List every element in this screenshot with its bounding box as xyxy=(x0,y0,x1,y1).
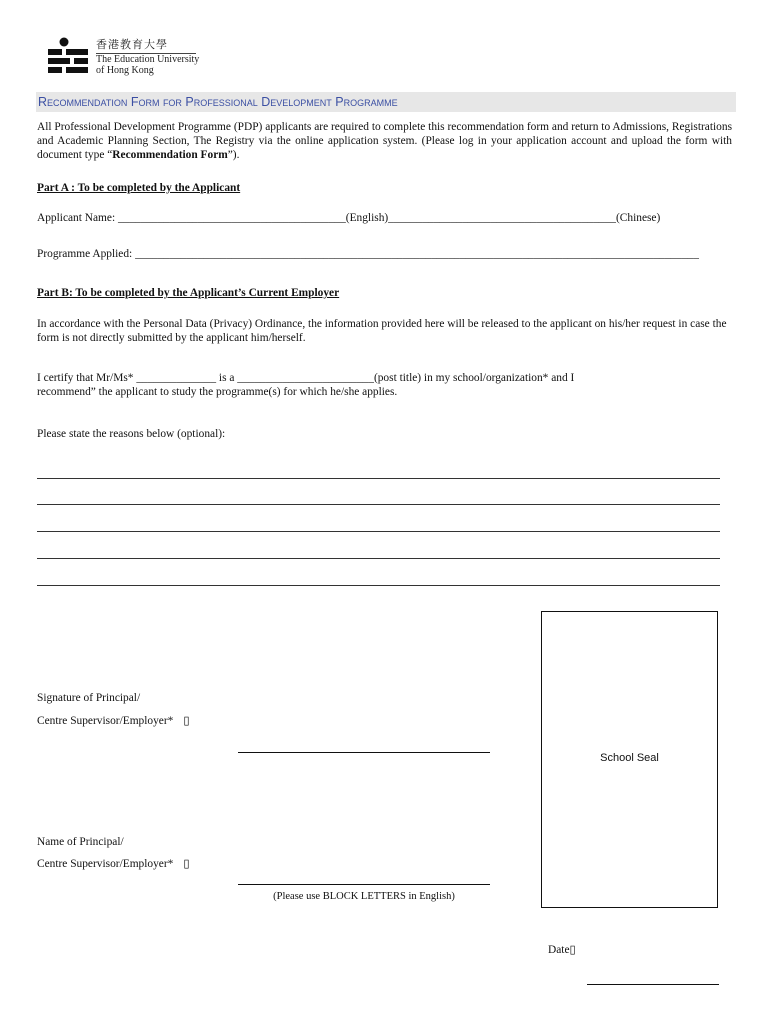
intro-paragraph xyxy=(37,120,732,162)
reason-line-2[interactable] xyxy=(37,504,720,505)
university-name-chinese: 香港教育大學 xyxy=(96,39,168,51)
school-seal-label: School Seal xyxy=(600,752,659,764)
name-label-text: Centre Supervisor/Employer* xyxy=(37,858,174,870)
reason-line-3[interactable] xyxy=(37,531,720,532)
signature-label-line2 xyxy=(37,714,190,728)
name-marker: ▯ xyxy=(183,858,190,870)
signature-marker: ▯ xyxy=(183,715,190,727)
reason-line-4[interactable] xyxy=(37,558,720,559)
programme-applied-field[interactable]: Programme Applied: ___________________________________________________________________________________________________ xyxy=(37,248,699,260)
signature-label-line1: Signature of Principal/ xyxy=(37,692,141,704)
signature-label-text: Centre Supervisor/Employer* xyxy=(37,715,174,727)
intro-text-end: ”). xyxy=(227,149,240,161)
reasons-label: Please state the reasons below (optional): xyxy=(37,428,226,440)
form-title: Recommendation Form for Professional Development Programme xyxy=(36,92,736,112)
part-b-heading: Part B: To be completed by the Applicant’s Current Employer xyxy=(37,287,340,299)
signature-line[interactable] xyxy=(238,752,490,753)
university-name-english-line1: The Education University xyxy=(96,54,200,65)
name-label-line2 xyxy=(37,857,190,871)
date-line[interactable] xyxy=(587,984,719,985)
part-a-heading: Part A : To be completed by the Applicant xyxy=(37,182,241,194)
reason-line-1[interactable] xyxy=(37,478,720,479)
name-line[interactable] xyxy=(238,884,490,885)
block-letters-note: (Please use BLOCK LETTERS in English) xyxy=(273,891,455,902)
reason-line-5[interactable] xyxy=(37,585,720,586)
applicant-name-field[interactable]: Applicant Name: ________________________________________(English)________________________________________(Chinese) xyxy=(37,212,661,224)
university-logo-icon xyxy=(48,37,88,77)
intro-document-type: Recommendation Form xyxy=(112,149,228,161)
date-label: Date▯ xyxy=(548,944,576,956)
certify-statement-line2: recommend” the applicant to study the programme(s) for which he/she applies. xyxy=(37,386,398,398)
intro-text: All Professional Development Programme (PDP) applicants are required to complete this recommendation form and return to Admissions, Registrations and Academic Planning Section, The Registry via the online application system. (Please log in your application account and upload the form with document type “ xyxy=(37,121,732,161)
university-name xyxy=(96,40,199,76)
logo-divider xyxy=(96,53,196,54)
university-name-english-line2: of Hong Kong xyxy=(96,65,154,76)
privacy-statement: In accordance with the Personal Data (Privacy) Ordinance, the information provided here will be released to the applicant on his/her request in case the form is not directly submitted by the applicant him/herself. xyxy=(37,318,727,344)
certify-statement-line1[interactable]: I certify that Mr/Ms* ______________ is a ________________________(post title) in my school/organization* and I xyxy=(37,372,575,384)
name-label-line1: Name of Principal/ xyxy=(37,836,124,848)
